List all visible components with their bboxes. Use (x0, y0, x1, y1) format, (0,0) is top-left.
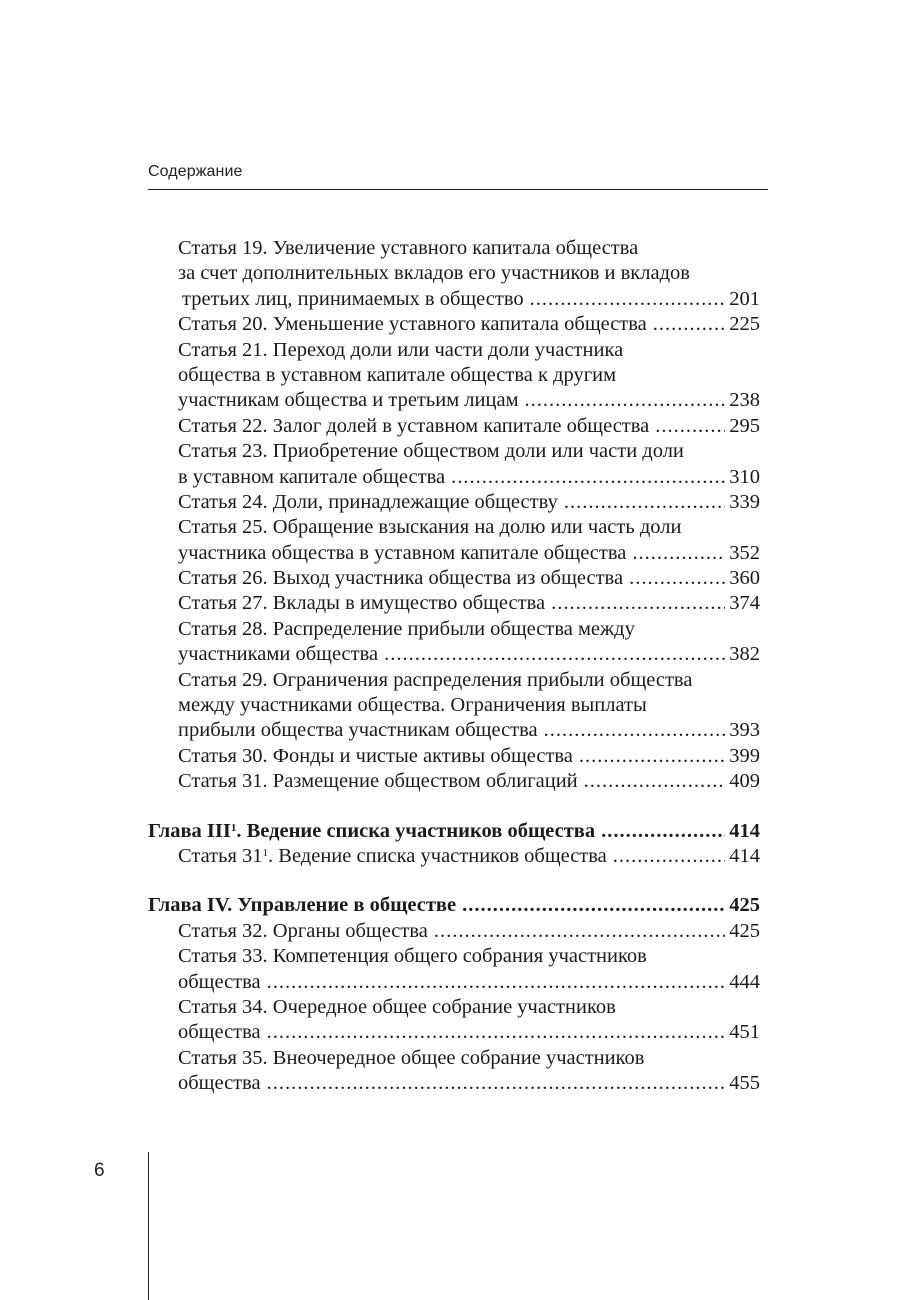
toc-entry-article-20 (148, 312, 760, 337)
toc-page-number: 295 (729, 414, 760, 437)
toc-entry-article-31 (148, 769, 760, 794)
toc-entry-article-31-1 (148, 844, 760, 869)
toc-entry-article-34-line-2 (148, 1020, 760, 1045)
toc-entry-article-35-line-2 (148, 1071, 760, 1096)
article-superscript: 1 (262, 846, 269, 859)
toc-entry-article-21-line-2: общества в уставном капитале общества к другим (178, 363, 617, 386)
toc-entry-article-30 (148, 744, 760, 769)
toc-entry-text: Статья 30. Фонды и чистые активы общества (178, 744, 573, 767)
dot-leader (530, 287, 726, 312)
article-rest: . Ведение списка участников общества (268, 844, 607, 867)
dot-leader (451, 465, 725, 490)
toc-entry-article-26 (148, 566, 760, 591)
toc-entry-article-27 (148, 591, 760, 616)
dot-leader (629, 566, 725, 591)
toc-page-number: 225 (729, 313, 760, 336)
table-of-contents (148, 236, 760, 1097)
toc-entry-text: общества (178, 970, 261, 993)
toc-entry-article-28-line-2 (148, 642, 760, 667)
toc-entry-article-32 (148, 919, 760, 944)
toc-entry-text: Статья 22. Залог долей в уставном капитале общества (178, 414, 650, 437)
toc-page-number: 399 (729, 744, 760, 767)
toc-entry-text: Статья 31. Размещение обществом облигаций (178, 770, 578, 793)
toc-entry-article-25-line-2 (148, 541, 760, 566)
chapter-title-rest: . Ведение списка участников общества (236, 819, 596, 842)
toc-entry-article-19-line-2: за счет дополнительных вкладов его участников и вкладов (178, 262, 690, 285)
toc-entry-article-34-line-1: Статья 34. Очередное общее собрание участников (178, 995, 616, 1018)
chapter-superscript: 1 (230, 821, 237, 834)
dot-leader (434, 919, 725, 944)
toc-entry-text: общества (178, 1021, 261, 1044)
toc-page-number: 425 (729, 894, 760, 917)
toc-entry-text: Статья 24. Доли, принадлежащие обществу (178, 490, 558, 513)
dot-leader (653, 312, 725, 337)
toc-page-number: 310 (729, 465, 760, 488)
toc-entry-text: в уставном капитале общества (178, 465, 446, 488)
dot-leader (267, 1071, 726, 1096)
page-number: 6 (94, 1160, 105, 1181)
toc-entry-article-23-line-2 (148, 465, 760, 490)
dot-leader (655, 414, 725, 439)
dot-leader (551, 591, 725, 616)
dot-leader (384, 642, 725, 667)
toc-page-number: 393 (729, 719, 760, 742)
dot-leader (579, 744, 725, 769)
toc-entry-article-29-line-2: между участниками общества. Ограничения выплаты (178, 694, 647, 717)
toc-entry-article-24 (148, 490, 760, 515)
running-head-title: Содержание (148, 163, 243, 180)
toc-entry-text: участника общества в уставном капитале общества (178, 541, 627, 564)
toc-entry-article-33-line-2 (148, 970, 760, 995)
toc-page-number: 414 (729, 844, 760, 867)
toc-entry-article-23-line-1: Статья 23. Приобретение обществом доли или части доли (178, 440, 684, 463)
toc-entry-article-29-line-1: Статья 29. Ограничения распределения прибыли общества (178, 668, 693, 691)
toc-chapter-title (148, 819, 595, 844)
toc-page-number: 444 (729, 970, 760, 993)
toc-page-number: 382 (729, 643, 760, 666)
toc-page-number: 451 (729, 1021, 760, 1044)
toc-entry-text: прибыли общества участникам общества (178, 719, 538, 742)
dot-leader (584, 769, 726, 794)
dot-leader (544, 718, 726, 743)
toc-page-number: 360 (729, 567, 760, 590)
toc-entry-text: третьих лиц, принимаемых в общество (182, 287, 524, 310)
dot-leader (601, 819, 725, 844)
toc-chapter-4 (148, 893, 760, 918)
toc-page-number: 339 (729, 490, 760, 513)
toc-entry-text (178, 844, 607, 869)
toc-entry-article-22 (148, 414, 760, 439)
header-divider (148, 189, 768, 190)
toc-page-number: 409 (729, 770, 760, 793)
dot-leader (267, 1020, 726, 1045)
dot-leader (267, 970, 726, 995)
toc-chapter-title: Глава IV. Управление в обществе (148, 894, 457, 917)
dot-leader (462, 893, 725, 918)
toc-page-number: 352 (729, 541, 760, 564)
toc-entry-article-19-line-1: Статья 19. Увеличение уставного капитала общества (178, 237, 639, 259)
dot-leader (613, 844, 725, 869)
dot-leader (632, 541, 725, 566)
toc-entry-text: участниками общества (178, 643, 379, 666)
toc-entry-article-21-line-3 (148, 388, 760, 413)
toc-page-number: 374 (729, 592, 760, 615)
toc-chapter-3-1 (148, 819, 760, 844)
toc-entry-article-33-line-1: Статья 33. Компетенция общего собрания участников (178, 945, 647, 968)
toc-page-number: 455 (729, 1072, 760, 1095)
toc-entry-text: общества (178, 1072, 261, 1095)
dot-leader (525, 388, 726, 413)
toc-entry-text: Статья 27. Вклады в имущество общества (178, 592, 546, 615)
toc-page-number: 414 (729, 819, 760, 842)
toc-entry-text: Статья 20. Уменьшение уставного капитала общества (178, 313, 647, 336)
toc-entry-article-28-line-1: Статья 28. Распределение прибыли общества между (178, 617, 635, 640)
toc-entry-text: участникам общества и третьим лицам (178, 389, 519, 412)
toc-page-number: 425 (729, 919, 760, 942)
toc-entry-article-19-line-3 (148, 287, 760, 312)
toc-entry-text: Статья 26. Выход участника общества из общества (178, 567, 624, 590)
toc-entry-article-25-line-1: Статья 25. Обращение взыскания на долю или часть доли (178, 516, 682, 539)
chapter-title-prefix: Глава III (148, 819, 231, 842)
page-number-divider (148, 1152, 149, 1300)
article-prefix: Статья 31 (178, 844, 263, 867)
toc-page-number: 238 (729, 389, 760, 412)
dot-leader (564, 490, 725, 515)
toc-entry-article-29-line-3 (148, 718, 760, 743)
toc-entry-article-35-line-1: Статья 35. Внеочередное общее собрание участников (178, 1046, 645, 1069)
toc-entry-article-21-line-1: Статья 21. Переход доли или части доли участника (178, 338, 624, 361)
toc-page-number: 201 (729, 287, 760, 310)
toc-entry-text: Статья 32. Органы общества (178, 919, 428, 942)
